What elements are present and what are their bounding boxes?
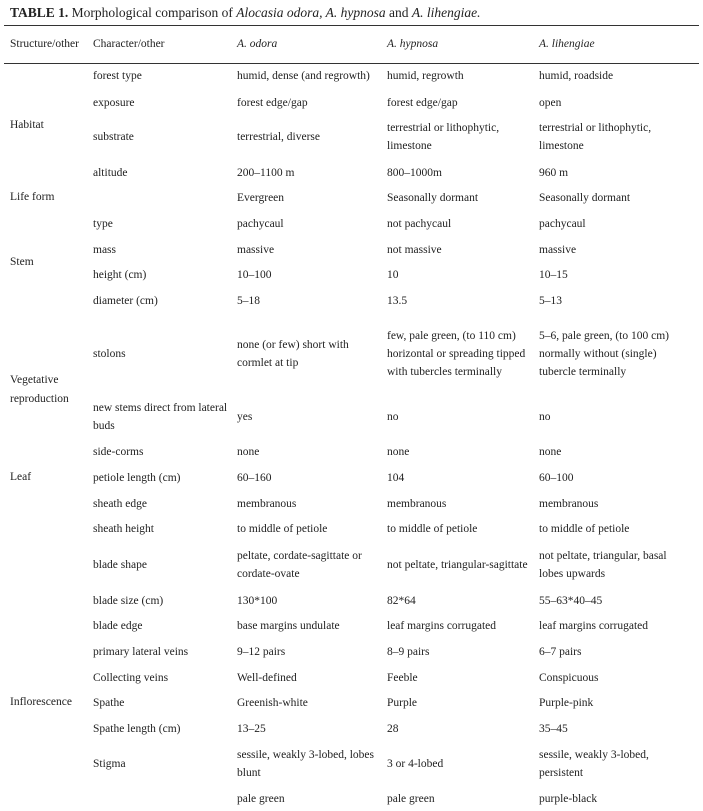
caption-text: Morphological comparison of: [71, 5, 237, 20]
table-cell-character: sheath edge: [93, 498, 147, 510]
table-cell-odora: terrestrial, diverse: [237, 131, 321, 143]
group-inflorescence: Inflorescence: [10, 696, 72, 708]
table-cell-hypnosa: forest edge/gap: [387, 97, 458, 109]
table-cell-lihengiae: sessile, weakly 3-lobed, persistent: [539, 749, 649, 779]
table-cell-odora: none (or few) short with cormlet at tip: [237, 339, 349, 369]
table-cell-odora: Greenish-white: [237, 697, 308, 709]
table-cell-odora: none: [237, 446, 260, 458]
table-cell-odora: to middle of petiole: [237, 523, 328, 535]
table-cell-character: new stems direct from lateral buds: [93, 402, 228, 432]
table-cell-lihengiae: not peltate, triangular, basal lobes upwards: [539, 550, 667, 580]
table-cell-odora: humid, dense (and regrowth): [237, 70, 370, 82]
col-header-hypnosa: A. hypnosa: [387, 38, 439, 50]
table-cell-hypnosa: not massive: [387, 244, 442, 256]
table-caption: [10, 5, 480, 21]
table-cell-odora: forest edge/gap: [237, 97, 308, 109]
table-cell-character: Stigma: [93, 758, 126, 770]
table-cell-lihengiae: Seasonally dormant: [539, 192, 631, 204]
table-label: TABLE 1.: [10, 5, 69, 20]
table-cell-odora: massive: [237, 244, 275, 256]
table-cell-lihengiae: terrestrial or lithophytic, limestone: [539, 122, 652, 152]
table-cell-character: stolons: [93, 348, 126, 360]
table-cell-lihengiae: 6–7 pairs: [539, 646, 582, 658]
table-cell-hypnosa: Feeble: [387, 672, 418, 684]
table-cell-character: mass: [93, 244, 116, 256]
table-cell-lihengiae: open: [539, 97, 562, 109]
table-cell-hypnosa: 104: [387, 472, 405, 484]
table-cell-hypnosa: 3 or 4-lobed: [387, 758, 444, 770]
table-cell-odora: yes: [237, 411, 253, 423]
table-cell-character: blade edge: [93, 620, 143, 632]
group-stem: Stem: [10, 256, 34, 268]
group-leaf: Leaf: [10, 471, 32, 483]
table-cell-character: diameter (cm): [93, 295, 158, 307]
table-cell-odora: sessile, weakly 3-lobed, lobes blunt: [237, 749, 375, 779]
table-cell-odora: Evergreen: [237, 192, 285, 204]
table-cell-odora: base margins undulate: [237, 620, 340, 632]
table-cell-character: type: [93, 218, 113, 230]
header-rule: [4, 63, 699, 64]
table-cell-hypnosa: not pachycaul: [387, 218, 452, 230]
table-cell-lihengiae: 960 m: [539, 167, 569, 179]
table-cell-character: primary lateral veins: [93, 646, 189, 658]
table-cell-hypnosa: pale green: [387, 793, 435, 805]
table-cell-odora: 13–25: [237, 723, 266, 735]
table-cell-lihengiae: no: [539, 411, 551, 423]
table-cell-lihengiae: humid, roadside: [539, 70, 614, 82]
table-cell-hypnosa: none: [387, 446, 410, 458]
table-cell-hypnosa: to middle of petiole: [387, 523, 478, 535]
group-vegetative-reproduction: Vegetative reproduction: [10, 374, 69, 405]
table-cell-hypnosa: Purple: [387, 697, 418, 709]
table-cell-lihengiae: none: [539, 446, 562, 458]
table-cell-odora: Well-defined: [237, 672, 297, 684]
table-cell-hypnosa: 28: [387, 723, 399, 735]
table-cell-hypnosa: 800–1000m: [387, 167, 442, 179]
table-cell-character: sheath height: [93, 523, 154, 535]
table-cell-odora: 5–18: [237, 295, 260, 307]
col-header-lihengiae: A. lihengiae: [539, 38, 595, 50]
group-life-form: Life form: [10, 191, 55, 203]
table-cell-hypnosa: 10: [387, 269, 399, 281]
table-cell-hypnosa: humid, regrowth: [387, 70, 464, 82]
table-cell-lihengiae: 5–6, pale green, (to 100 cm) normally without (single) tubercle terminally: [539, 330, 669, 378]
table-cell-hypnosa: 82*64: [387, 595, 416, 607]
table-cell-hypnosa: terrestrial or lithophytic, limestone: [387, 122, 500, 152]
caption-species-1: Alocasia odora, A. hypnosa: [236, 5, 386, 20]
table-cell-character: substrate: [93, 131, 134, 143]
table-cell-odora: 60–160: [237, 472, 272, 484]
table-cell-lihengiae: 55–63*40–45: [539, 595, 603, 607]
table-cell-lihengiae: membranous: [539, 498, 599, 510]
table-cell-hypnosa: 13.5: [387, 295, 408, 307]
table-cell-hypnosa: few, pale green, (to 110 cm) horizontal or spreading tipped with tubercles terminally: [387, 330, 526, 378]
table-cell-odora: membranous: [237, 498, 297, 510]
caption-and: and: [385, 5, 412, 20]
col-header-character: Character/other: [93, 38, 165, 50]
table-cell-lihengiae: Conspicuous: [539, 672, 599, 684]
table-cell-odora: pachycaul: [237, 218, 284, 230]
table-cell-character: blade size (cm): [93, 595, 164, 607]
table-cell-odora: 10–100: [237, 269, 272, 281]
table-cell-character: height (cm): [93, 269, 147, 281]
table-cell-hypnosa: not peltate, triangular-sagittate: [387, 559, 528, 571]
col-header-structure: Structure/other: [10, 38, 79, 50]
table-cell-hypnosa: membranous: [387, 498, 447, 510]
table-cell-lihengiae: leaf margins corrugated: [539, 620, 648, 632]
table-cell-lihengiae: 10–15: [539, 269, 568, 281]
table-cell-character: Spathe: [93, 697, 125, 709]
table-cell-character: Spathe length (cm): [93, 723, 181, 735]
table-cell-character: side-corms: [93, 446, 144, 458]
group-habitat: Habitat: [10, 119, 44, 131]
table-cell-lihengiae: to middle of petiole: [539, 523, 630, 535]
col-header-odora: A. odora: [237, 38, 278, 50]
table-cell-hypnosa: 8–9 pairs: [387, 646, 430, 658]
table-cell-lihengiae: purple-black: [539, 793, 598, 805]
table-cell-lihengiae: 5–13: [539, 295, 562, 307]
table-cell-odora: 130*100: [237, 595, 278, 607]
table-cell-lihengiae: 60–100: [539, 472, 574, 484]
table-cell-character: altitude: [93, 167, 128, 179]
caption-species-2: A. lihengiae.: [411, 5, 481, 20]
table-cell-lihengiae: pachycaul: [539, 218, 586, 230]
table-cell-odora: pale green: [237, 793, 285, 805]
table-cell-hypnosa: no: [387, 411, 399, 423]
table-cell-hypnosa: leaf margins corrugated: [387, 620, 496, 632]
table-cell-lihengiae: Purple-pink: [539, 697, 594, 709]
table-cell-character: blade shape: [93, 559, 147, 571]
table-cell-hypnosa: Seasonally dormant: [387, 192, 479, 204]
table-cell-character: forest type: [93, 70, 142, 82]
table-cell-odora: 200–1100 m: [237, 167, 295, 179]
table-cell-lihengiae: 35–45: [539, 723, 568, 735]
table-cell-character: exposure: [93, 97, 135, 109]
table-cell-character: petiole length (cm): [93, 472, 181, 484]
table-cell-character: Collecting veins: [93, 672, 169, 684]
table-cell-odora: peltate, cordate-sagittate or cordate-ovate: [237, 550, 362, 580]
table-cell-odora: 9–12 pairs: [237, 646, 286, 658]
top-rule: [4, 25, 699, 26]
table-cell-lihengiae: massive: [539, 244, 577, 256]
